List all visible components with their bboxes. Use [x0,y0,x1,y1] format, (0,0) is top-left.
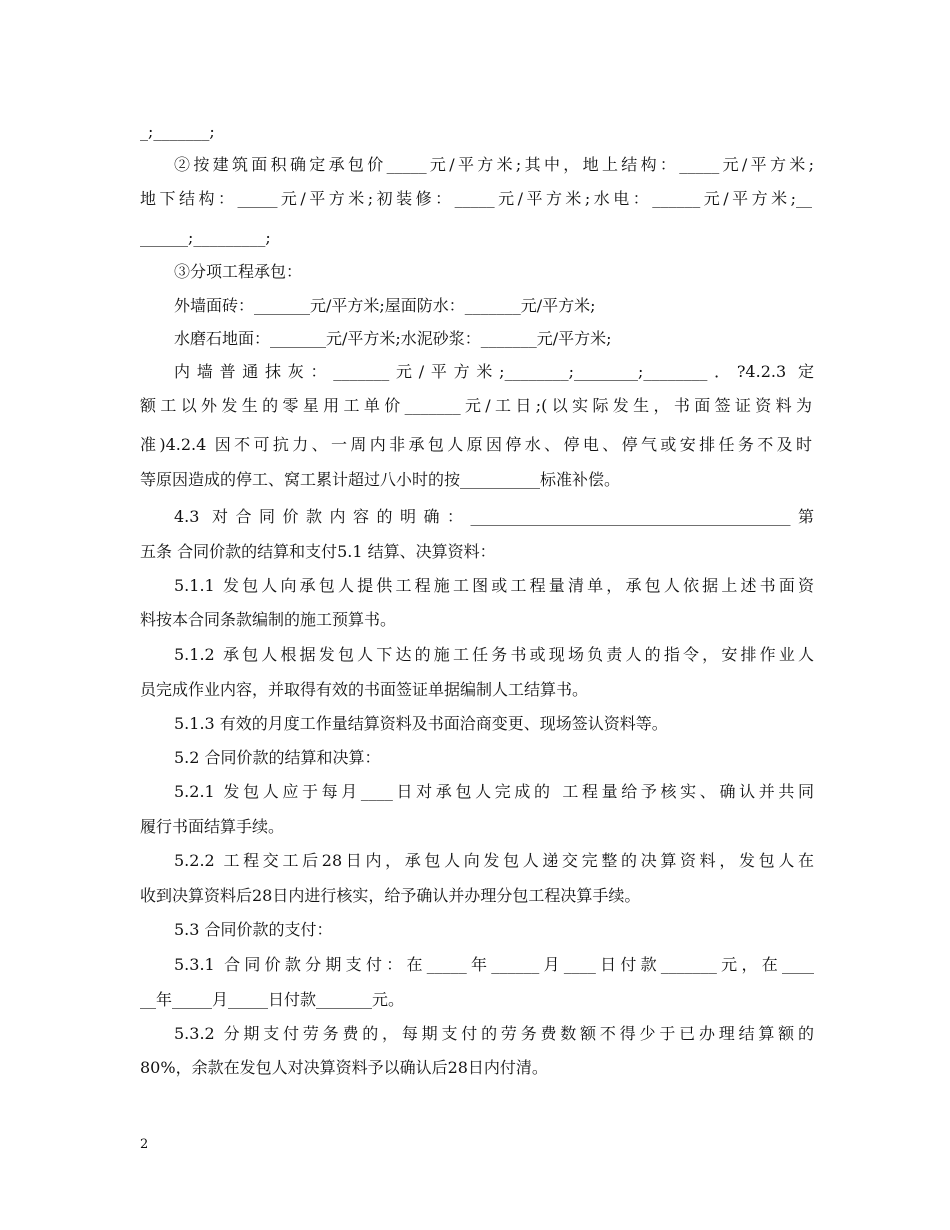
text-line: 5.1.2 承包人根据发包人下达的施工任务书或现场负责人的指令，安排作业人 [174,645,814,664]
text-line: 5.2 合同价款的结算和决算： [174,748,381,767]
text-line: 五条 合同价款的结算和支付5.1 结算、决算资料： [140,542,496,561]
text-line: 5.3 合同价款的支付： [174,920,333,939]
page-number: 2 [140,1137,149,1152]
text-line: _;_______; [140,122,215,141]
text-line: __年_____月_____日付款_______元。 [140,990,405,1009]
text-line: 外墙面砖：_______元/平方米;屋面防水：_______元/平方米; [174,296,596,315]
text-line: ③分项工程承包： [174,262,303,281]
text-line: 4.3 对合同价款内容的明确：________________________________________第 [174,507,814,526]
text-line: 收到决算资料后28日内进行核实，给予确认并办理分包工程决算手续。 [140,886,641,905]
text-line: 等原因造成的停工、窝工累计超过八小时的按__________标准补偿。 [140,470,621,489]
text-line: ______;_________; [140,228,271,247]
text-line: 地下结构：_____元/平方米;初装修：_____元/平方米;水电：______元/平方米;__ [140,189,812,208]
text-line: 履行书面结算手续。 [140,817,285,836]
text-line: 5.1.1 发包人向承包人提供工程施工图或工程量清单，承包人依据上述书面资 [174,576,814,595]
text-line: 5.3.1 合同价款分期支付：在_____年______月____日付款_______元，在____ [174,955,814,974]
text-line: 5.3.2 分期支付劳务费的，每期支付的劳务费数额不得少于已办理结算额的 [174,1024,814,1043]
text-line: 5.2.2 工程交工后28日内，承包人向发包人递交完整的决算资料，发包人在 [174,851,814,870]
text-line: ②按建筑面积确定承包价_____元/平方米;其中，地上结构：_____元/平方米; [174,155,814,174]
text-line: 80%，余款在发包人对决算资料予以确认后28日内付清。 [140,1058,548,1077]
text-line: 额工以外发生的零星用工单价_______元/工日;(以实际发生，书面签证资料为 [140,396,812,415]
text-line: 料按本合同条款编制的施工预算书。 [140,610,397,629]
text-line: 5.2.1 发包人应于每月____日对承包人完成的 工程量给予核实、确认并共同 [174,782,814,801]
text-line: 水磨石地面：_______元/平方米;水泥砂浆：_______元/平方米; [174,329,612,348]
text-line: 员完成作业内容，并取得有效的书面签证单据编制人工结算书。 [140,680,589,699]
text-line: 内墙普通抹灰：_______元/平方米;________;________;________．?4.2.3 定 [174,362,814,381]
text-line: 准)4.2.4 因不可抗力、一周内非承包人原因停水、停电、停气或安排任务不及时 [140,435,812,454]
text-line: 5.1.3 有效的月度工作量结算资料及书面洽商变更、现场签认资料等。 [174,714,668,733]
